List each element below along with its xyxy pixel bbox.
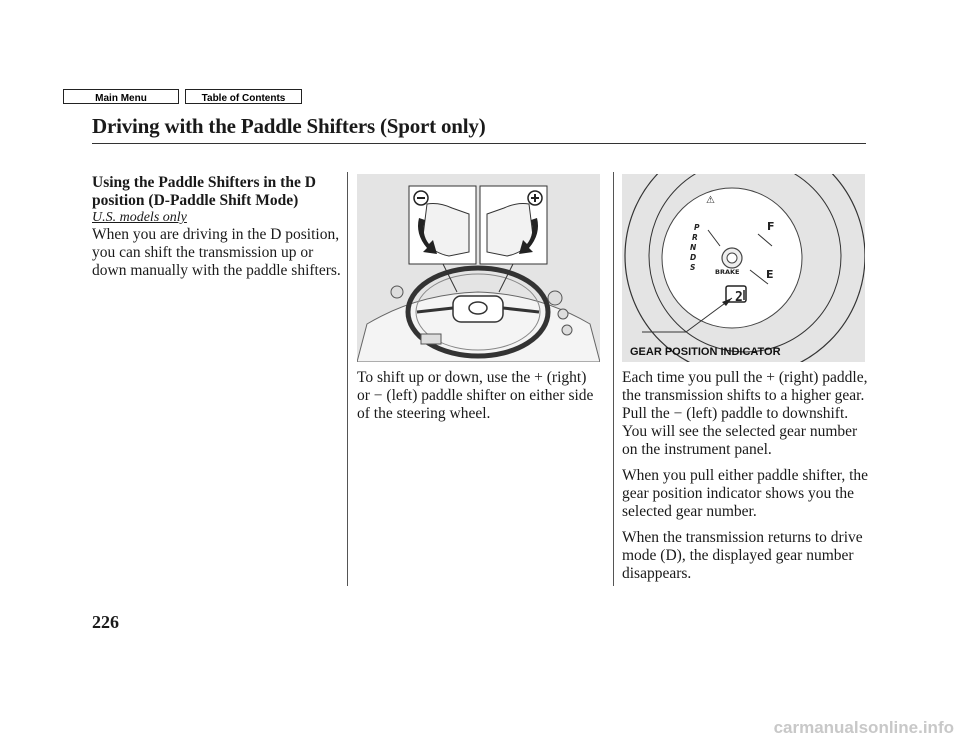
body-paragraph: When you pull either paddle shifter, the gear position indicator shows you the selected gear number. [622,467,869,520]
page-title: Driving with the Paddle Shifters (Sport only) [92,114,486,138]
steering-wheel-drawing [357,174,600,362]
svg-text:D: D [690,253,697,262]
body-paragraph: To shift up or down, use the + (right) or − (left) paddle shifter on either side of the steering wheel. [357,369,594,422]
svg-text:P: P [694,223,700,232]
title-rule [92,143,866,144]
steering-wheel-illustration [357,174,600,362]
svg-text:⚠: ⚠ [706,195,715,206]
body-paragraph: When the transmission returns to drive mode (D), the displayed gear number disappears. [622,529,863,582]
figure-caption: GEAR POSITION INDICATOR [630,346,781,358]
svg-text:R: R [692,233,698,242]
svg-text:S: S [690,263,696,272]
svg-text:N: N [690,243,697,252]
body-paragraph: When you are driving in the D position, you can shift the transmission up or down manually with the paddle shifters. [92,226,341,279]
gear-indicator-illustration [622,174,865,362]
watermark: carmanualsonline.info [773,718,954,737]
body-paragraph: Each time you pull the + (right) paddle, the transmission shifts to a higher gear. Pull the − (left) paddle to downshift. You will see the selected gear number on the instrument panel. [622,369,868,458]
column-1 [92,174,342,288]
column-3 [622,369,870,591]
column-divider [347,172,348,586]
svg-text:BRAKE: BRAKE [715,268,740,276]
column-2 [357,369,602,431]
section-heading-line1: Using the Paddle Shifters in the D [92,174,316,191]
gauge-drawing [622,174,865,362]
column-divider [613,172,614,586]
section-heading-line2: position (D-Paddle Shift Mode) [92,192,299,209]
svg-text:2: 2 [735,290,743,305]
page-number: 226 [92,612,119,632]
svg-text:E: E [766,268,774,281]
main-menu-button[interactable]: Main Menu [63,89,179,104]
svg-text:F: F [767,220,775,233]
table-of-contents-button[interactable]: Table of Contents [185,89,302,104]
section-subheading: U.S. models only [92,210,187,225]
